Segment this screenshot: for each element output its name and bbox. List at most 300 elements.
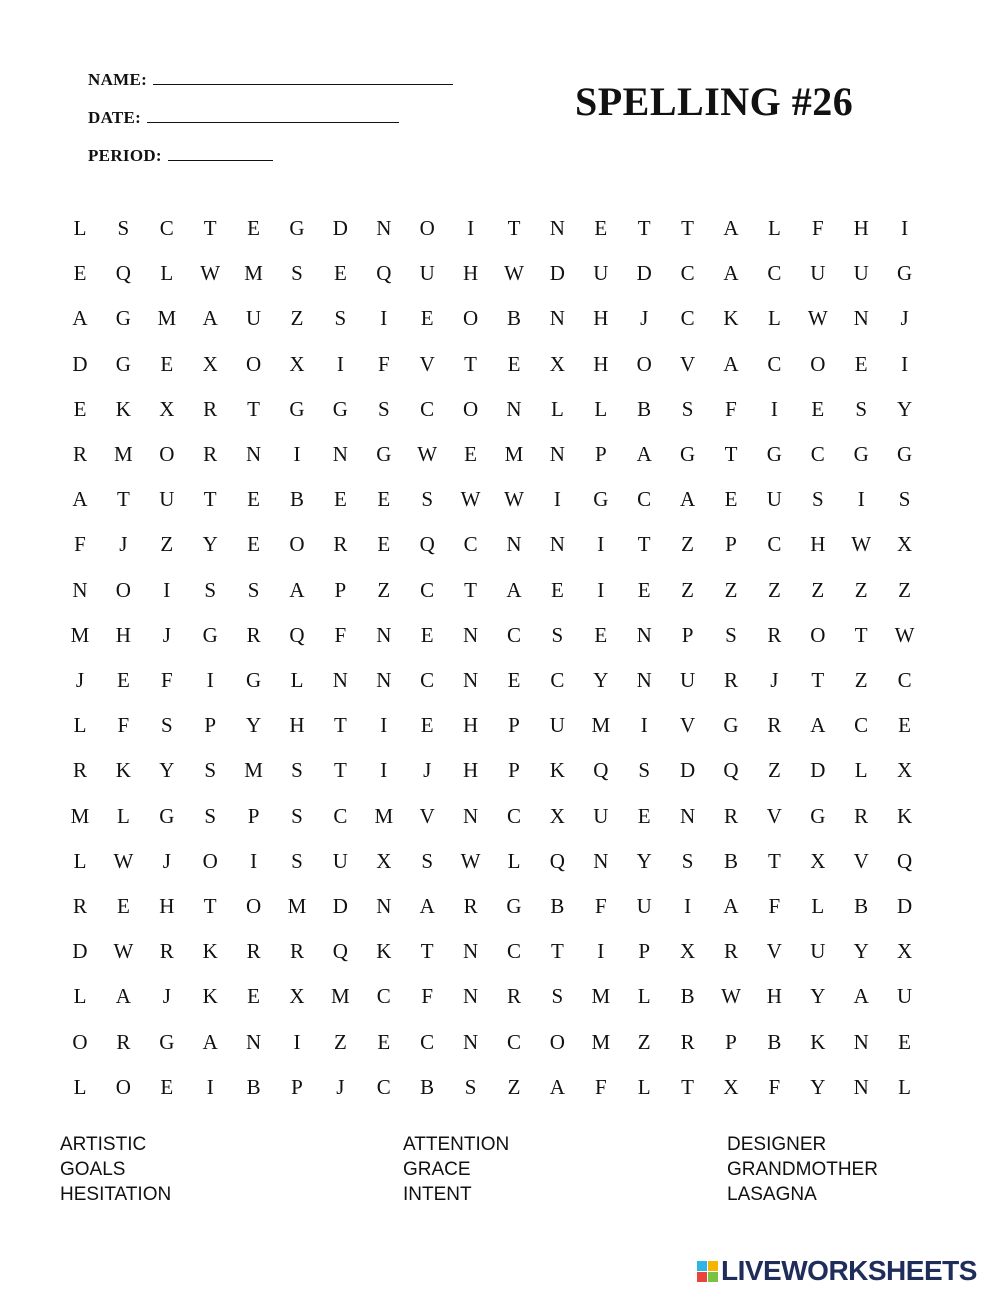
grid-letter[interactable]: T (637, 216, 651, 240)
grid-letter[interactable]: N (549, 532, 565, 557)
grid-letter[interactable]: P (291, 1074, 303, 1099)
grid-letter[interactable]: Y (810, 984, 826, 1009)
grid-letter[interactable]: E (247, 216, 260, 240)
grid-letter[interactable]: M (331, 984, 350, 1009)
grid-letter[interactable]: U (853, 261, 869, 286)
grid-letter[interactable]: E (637, 577, 651, 602)
grid-letter[interactable]: F (334, 622, 347, 647)
grid-letter[interactable]: G (202, 622, 218, 647)
grid-letter[interactable]: E (160, 1074, 174, 1099)
grid-letter[interactable]: S (204, 577, 217, 602)
grid-letter[interactable]: I (597, 532, 605, 557)
grid-letter[interactable]: T (767, 848, 781, 873)
grid-letter[interactable]: A (636, 442, 652, 466)
grid-letter[interactable]: B (420, 1074, 435, 1099)
grid-letter[interactable]: E (116, 894, 130, 918)
grid-letter[interactable]: U (593, 803, 609, 828)
grid-letter[interactable]: P (508, 713, 520, 738)
grid-letter[interactable]: Y (897, 396, 913, 421)
grid-letter[interactable]: Z (854, 577, 868, 602)
grid-letter[interactable]: L (637, 1074, 651, 1099)
grid-letter[interactable]: W (851, 532, 872, 557)
grid-letter[interactable]: E (898, 713, 911, 738)
grid-letter[interactable]: X (289, 984, 305, 1009)
grid-letter[interactable]: S (638, 758, 651, 783)
grid-letter[interactable]: U (897, 984, 913, 1009)
grid-letter[interactable]: Z (681, 577, 694, 602)
grid-letter[interactable]: G (680, 442, 696, 466)
grid-letter[interactable]: K (549, 758, 565, 783)
grid-letter[interactable]: K (115, 396, 131, 421)
grid-letter[interactable]: B (637, 396, 652, 421)
grid-letter[interactable]: I (206, 668, 214, 692)
grid-letter[interactable]: K (202, 939, 218, 964)
grid-letter[interactable]: V (853, 848, 869, 873)
grid-letter[interactable]: T (811, 668, 825, 692)
grid-letter[interactable]: N (506, 532, 522, 557)
grid-letter[interactable]: P (681, 622, 694, 647)
grid-letter[interactable]: W (460, 487, 481, 512)
grid-letter[interactable]: R (203, 442, 218, 466)
grid-letter[interactable]: I (901, 351, 909, 376)
grid-letter[interactable]: E (333, 261, 347, 286)
grid-letter[interactable]: T (116, 487, 130, 512)
grid-letter[interactable]: Y (246, 713, 262, 738)
grid-letter[interactable]: Z (160, 532, 174, 557)
grid-letter[interactable]: N (549, 216, 565, 240)
grid-letter[interactable]: U (549, 713, 565, 738)
grid-letter[interactable]: L (73, 216, 87, 240)
grid-letter[interactable]: T (333, 758, 347, 783)
grid-letter[interactable]: P (638, 939, 651, 964)
grid-letter[interactable]: N (853, 1029, 869, 1054)
grid-letter[interactable]: L (594, 396, 608, 421)
grid-letter[interactable]: S (551, 622, 564, 647)
grid-letter[interactable]: Z (333, 1029, 347, 1054)
grid-letter[interactable]: H (159, 894, 175, 918)
grid-letter[interactable]: R (246, 939, 261, 964)
grid-letter[interactable]: C (767, 261, 782, 286)
grid-letter[interactable]: H (853, 216, 869, 240)
grid-letter[interactable]: G (289, 216, 305, 240)
grid-letter[interactable]: H (810, 532, 826, 557)
grid-letter[interactable]: F (117, 713, 130, 738)
grid-letter[interactable]: L (854, 758, 868, 783)
grid-letter[interactable]: E (464, 442, 477, 466)
grid-letter[interactable]: M (70, 622, 90, 647)
grid-letter[interactable]: J (900, 306, 909, 331)
grid-letter[interactable]: G (159, 803, 175, 828)
grid-letter[interactable]: G (897, 442, 913, 466)
grid-letter[interactable]: R (72, 758, 87, 783)
grid-letter[interactable]: D (810, 758, 826, 783)
grid-letter[interactable]: L (73, 848, 87, 873)
grid-letter[interactable]: R (463, 894, 478, 918)
grid-letter[interactable]: A (723, 894, 739, 918)
grid-letter[interactable]: U (636, 894, 652, 918)
grid-letter[interactable]: C (506, 1029, 521, 1054)
grid-letter[interactable]: R (159, 939, 174, 964)
grid-letter[interactable]: Q (289, 622, 305, 647)
grid-letter[interactable]: E (420, 306, 434, 331)
grid-letter[interactable]: U (810, 939, 826, 964)
grid-letter[interactable]: N (72, 577, 88, 602)
grid-letter[interactable]: U (680, 668, 696, 692)
grid-letter[interactable]: T (333, 713, 347, 738)
grid-letter[interactable]: S (291, 848, 303, 873)
grid-letter[interactable]: V (680, 713, 696, 738)
grid-letter[interactable]: N (376, 668, 392, 692)
grid-letter[interactable]: P (725, 532, 737, 557)
grid-letter[interactable]: I (380, 713, 388, 738)
grid-letter[interactable]: F (725, 396, 737, 421)
grid-letter[interactable]: T (203, 894, 217, 918)
grid-letter[interactable]: O (72, 1029, 88, 1054)
grid-letter[interactable]: N (463, 984, 479, 1009)
grid-letter[interactable]: H (115, 622, 131, 647)
grid-letter[interactable]: G (289, 396, 305, 421)
grid-letter[interactable]: J (162, 848, 171, 873)
grid-letter[interactable]: J (640, 306, 649, 331)
grid-letter[interactable]: G (853, 442, 869, 466)
grid-letter[interactable]: O (289, 532, 305, 557)
grid-letter[interactable]: E (116, 668, 130, 692)
grid-letter[interactable]: L (73, 984, 87, 1009)
grid-letter[interactable]: C (420, 668, 435, 692)
grid-letter[interactable]: O (549, 1029, 565, 1054)
grid-letter[interactable]: F (421, 984, 434, 1009)
grid-letter[interactable]: E (247, 984, 260, 1009)
grid-letter[interactable]: I (684, 894, 692, 918)
grid-letter[interactable]: B (506, 306, 521, 331)
grid-letter[interactable]: I (857, 487, 865, 512)
grid-letter[interactable]: R (289, 939, 304, 964)
grid-letter[interactable]: N (549, 442, 565, 466)
grid-letter[interactable]: W (504, 261, 524, 286)
grid-letter[interactable]: T (854, 622, 868, 647)
grid-letter[interactable]: D (332, 216, 348, 240)
grid-letter[interactable]: X (159, 396, 175, 421)
grid-letter[interactable]: E (377, 1029, 391, 1054)
grid-letter[interactable]: E (594, 622, 608, 647)
grid-letter[interactable]: A (853, 984, 869, 1009)
grid-letter[interactable]: N (463, 803, 479, 828)
grid-letter[interactable]: X (680, 939, 696, 964)
grid-letter[interactable]: P (594, 442, 607, 466)
grid-letter[interactable]: Y (636, 848, 652, 873)
grid-letter[interactable]: C (897, 668, 912, 692)
grid-letter[interactable]: V (419, 351, 435, 376)
grid-letter[interactable]: W (113, 939, 134, 964)
grid-letter[interactable]: E (898, 1029, 911, 1054)
grid-letter[interactable]: M (591, 984, 611, 1009)
grid-letter[interactable]: B (854, 894, 869, 918)
grid-letter[interactable]: Z (767, 758, 781, 783)
grid-letter[interactable]: O (115, 1074, 131, 1099)
grid-letter[interactable]: A (680, 487, 696, 512)
grid-letter[interactable]: S (464, 1074, 477, 1099)
grid-letter[interactable]: O (202, 848, 218, 873)
grid-letter[interactable]: C (550, 668, 565, 692)
grid-letter[interactable]: M (114, 442, 133, 466)
grid-letter[interactable]: N (549, 306, 565, 331)
grid-letter[interactable]: R (680, 1029, 695, 1054)
grid-letter[interactable]: I (467, 216, 475, 240)
grid-letter[interactable]: Q (332, 939, 348, 964)
grid-letter[interactable]: U (766, 487, 782, 512)
grid-letter[interactable]: J (162, 622, 171, 647)
grid-letter[interactable]: M (591, 1029, 611, 1054)
grid-letter[interactable]: I (206, 1074, 214, 1099)
grid-letter[interactable]: N (463, 668, 479, 692)
grid-letter[interactable]: C (420, 396, 435, 421)
grid-letter[interactable]: L (290, 668, 304, 692)
grid-letter[interactable]: T (681, 1074, 694, 1099)
grid-letter[interactable]: C (680, 261, 695, 286)
grid-letter[interactable]: K (115, 758, 131, 783)
grid-letter[interactable]: U (246, 306, 262, 331)
grid-letter[interactable]: A (289, 577, 305, 602)
grid-letter[interactable]: B (246, 1074, 261, 1099)
grid-letter[interactable]: B (680, 984, 695, 1009)
grid-letter[interactable]: I (901, 216, 909, 240)
grid-letter[interactable]: D (549, 261, 565, 286)
grid-letter[interactable]: N (376, 894, 392, 918)
grid-letter[interactable]: C (506, 622, 521, 647)
grid-letter[interactable]: Q (593, 758, 609, 783)
grid-letter[interactable]: C (420, 577, 435, 602)
grid-letter[interactable]: W (807, 306, 828, 331)
grid-letter[interactable]: M (591, 713, 611, 738)
grid-letter[interactable]: C (767, 351, 782, 376)
grid-letter[interactable]: W (894, 622, 915, 647)
grid-letter[interactable]: Y (853, 939, 869, 964)
grid-letter[interactable]: N (506, 396, 522, 421)
grid-letter[interactable]: A (723, 216, 739, 240)
grid-letter[interactable]: H (593, 351, 609, 376)
grid-letter[interactable]: Y (202, 532, 218, 557)
grid-letter[interactable]: Z (898, 577, 911, 602)
grid-letter[interactable]: I (293, 1029, 301, 1054)
grid-letter[interactable]: N (332, 442, 348, 466)
grid-letter[interactable]: A (72, 487, 88, 512)
grid-letter[interactable]: O (419, 216, 435, 240)
grid-letter[interactable]: M (70, 803, 90, 828)
grid-letter[interactable]: R (333, 532, 348, 557)
grid-letter[interactable]: B (767, 1029, 782, 1054)
grid-letter[interactable]: D (680, 758, 696, 783)
grid-letter[interactable]: N (853, 1074, 869, 1099)
grid-letter[interactable]: R (723, 668, 738, 692)
grid-letter[interactable]: C (810, 442, 825, 466)
grid-letter[interactable]: W (200, 261, 221, 286)
grid-letter[interactable]: N (332, 668, 348, 692)
grid-letter[interactable]: T (203, 216, 217, 240)
grid-letter[interactable]: J (75, 668, 85, 692)
grid-letter[interactable]: I (597, 577, 605, 602)
grid-letter[interactable]: Z (767, 577, 781, 602)
grid-letter[interactable]: B (550, 894, 565, 918)
grid-letter[interactable]: M (287, 894, 307, 918)
grid-letter[interactable]: M (157, 306, 177, 331)
grid-letter[interactable]: X (897, 758, 913, 783)
grid-letter[interactable]: N (593, 848, 609, 873)
grid-letter[interactable]: L (507, 848, 521, 873)
grid-letter[interactable]: O (115, 577, 131, 602)
grid-letter[interactable]: A (115, 984, 131, 1009)
grid-letter[interactable]: S (291, 758, 303, 783)
grid-letter[interactable]: M (374, 803, 394, 828)
grid-letter[interactable]: E (377, 487, 391, 512)
grid-letter[interactable]: O (159, 442, 175, 466)
grid-letter[interactable]: F (768, 894, 781, 918)
grid-letter[interactable]: O (463, 306, 479, 331)
grid-letter[interactable]: N (376, 622, 392, 647)
grid-letter[interactable]: O (463, 396, 479, 421)
grid-letter[interactable]: X (897, 532, 913, 557)
grid-letter[interactable]: Q (419, 532, 435, 557)
grid-letter[interactable]: S (681, 848, 694, 873)
grid-letter[interactable]: G (766, 442, 782, 466)
grid-letter[interactable]: H (463, 713, 479, 738)
grid-letter[interactable]: E (594, 216, 608, 240)
grid-letter[interactable]: T (724, 442, 738, 466)
grid-letter[interactable]: U (332, 848, 348, 873)
grid-letter[interactable]: W (504, 487, 524, 512)
grid-letter[interactable]: I (250, 848, 258, 873)
grid-letter[interactable]: X (723, 1074, 739, 1099)
grid-letter[interactable]: L (160, 261, 174, 286)
grid-letter[interactable]: F (594, 1074, 607, 1099)
grid-letter[interactable]: D (72, 351, 88, 376)
grid-letter[interactable]: U (419, 261, 435, 286)
grid-letter[interactable]: S (204, 803, 217, 828)
grid-letter[interactable]: T (420, 939, 434, 964)
grid-letter[interactable]: E (724, 487, 738, 512)
grid-letter[interactable]: T (507, 216, 521, 240)
grid-letter[interactable]: S (421, 848, 434, 873)
grid-letter[interactable]: I (380, 758, 388, 783)
grid-letter[interactable]: H (766, 984, 782, 1009)
grid-letter[interactable]: V (419, 803, 435, 828)
grid-letter[interactable]: S (117, 216, 130, 240)
grid-letter[interactable]: Q (115, 261, 131, 286)
grid-letter[interactable]: E (73, 261, 87, 286)
grid-letter[interactable]: G (593, 487, 609, 512)
grid-letter[interactable]: Q (376, 261, 392, 286)
grid-letter[interactable]: S (377, 396, 390, 421)
grid-letter[interactable]: R (72, 894, 87, 918)
grid-letter[interactable]: Z (290, 306, 304, 331)
grid-letter[interactable]: S (334, 306, 347, 331)
grid-letter[interactable]: N (680, 803, 696, 828)
grid-letter[interactable]: E (637, 803, 651, 828)
grid-letter[interactable]: A (202, 1029, 218, 1054)
grid-letter[interactable]: Z (377, 577, 391, 602)
grid-letter[interactable]: A (72, 306, 88, 331)
grid-letter[interactable]: F (768, 1074, 781, 1099)
grid-letter[interactable]: J (336, 1074, 345, 1099)
grid-letter[interactable]: A (723, 261, 739, 286)
grid-letter[interactable]: Z (854, 668, 868, 692)
grid-letter[interactable]: H (463, 758, 479, 783)
grid-letter[interactable]: W (460, 848, 481, 873)
grid-letter[interactable]: J (162, 984, 171, 1009)
grid-letter[interactable]: Z (507, 1074, 521, 1099)
grid-letter[interactable]: D (636, 261, 652, 286)
grid-letter[interactable]: O (246, 894, 262, 918)
grid-letter[interactable]: G (723, 713, 739, 738)
grid-letter[interactable]: F (74, 532, 86, 557)
grid-letter[interactable]: S (855, 396, 868, 421)
grid-letter[interactable]: K (202, 984, 218, 1009)
grid-letter[interactable]: N (463, 939, 479, 964)
grid-letter[interactable]: E (247, 532, 260, 557)
grid-letter[interactable]: K (376, 939, 392, 964)
grid-letter[interactable]: I (770, 396, 778, 421)
grid-letter[interactable]: X (289, 351, 305, 376)
grid-letter[interactable]: R (767, 622, 782, 647)
grid-letter[interactable]: N (246, 442, 262, 466)
grid-letter[interactable]: M (244, 758, 263, 783)
grid-letter[interactable]: L (73, 1074, 87, 1099)
grid-letter[interactable]: G (332, 396, 348, 421)
grid-letter[interactable]: Q (549, 848, 565, 873)
grid-letter[interactable]: N (463, 1029, 479, 1054)
grid-letter[interactable]: G (506, 894, 522, 918)
grid-letter[interactable]: P (334, 577, 347, 602)
grid-letter[interactable]: L (73, 713, 87, 738)
grid-letter[interactable]: C (159, 216, 174, 240)
grid-letter[interactable]: P (725, 1029, 737, 1054)
grid-letter[interactable]: I (163, 577, 171, 602)
grid-letter[interactable]: K (723, 306, 739, 331)
grid-letter[interactable]: W (113, 848, 134, 873)
grid-letter[interactable]: U (159, 487, 175, 512)
grid-letter[interactable]: L (767, 306, 781, 331)
grid-letter[interactable]: X (549, 351, 565, 376)
grid-letter[interactable]: S (725, 622, 737, 647)
grid-letter[interactable]: X (202, 351, 218, 376)
grid-letter[interactable]: C (376, 984, 391, 1009)
grid-letter[interactable]: I (380, 306, 388, 331)
grid-letter[interactable]: Z (681, 532, 694, 557)
grid-letter[interactable]: H (463, 261, 479, 286)
grid-letter[interactable]: G (115, 306, 131, 331)
grid-letter[interactable]: U (593, 261, 609, 286)
grid-letter[interactable]: T (637, 532, 651, 557)
grid-letter[interactable]: E (333, 487, 347, 512)
grid-letter[interactable]: T (550, 939, 564, 964)
grid-letter[interactable]: E (420, 713, 434, 738)
grid-letter[interactable]: Z (637, 1029, 651, 1054)
grid-letter[interactable]: N (853, 306, 869, 331)
grid-letter[interactable]: Y (810, 1074, 826, 1099)
grid-letter[interactable]: F (377, 351, 390, 376)
grid-letter[interactable]: E (507, 668, 521, 692)
grid-letter[interactable]: L (811, 894, 825, 918)
grid-letter[interactable]: R (203, 396, 218, 421)
grid-letter[interactable]: J (770, 668, 779, 692)
grid-letter[interactable]: N (636, 622, 652, 647)
grid-letter[interactable]: J (119, 532, 128, 557)
grid-letter[interactable]: S (291, 261, 303, 286)
grid-letter[interactable]: T (681, 216, 694, 240)
grid-letter[interactable]: K (810, 1029, 826, 1054)
grid-letter[interactable]: R (723, 939, 738, 964)
grid-letter[interactable]: S (811, 487, 824, 512)
grid-letter[interactable]: C (463, 532, 478, 557)
